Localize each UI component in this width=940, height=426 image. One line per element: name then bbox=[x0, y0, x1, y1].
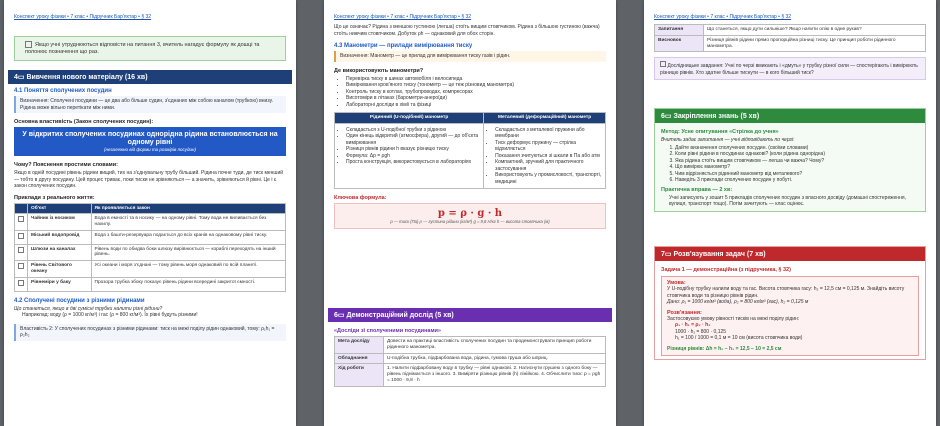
property-heading: Основна властивість (Закон сполучених посудин): bbox=[14, 119, 154, 125]
table-cell: Рівень Світового океану bbox=[28, 261, 92, 278]
section-title: 4▭ Вивчення нового матеріалу (16 хв) bbox=[8, 70, 292, 84]
uses-list bbox=[334, 76, 606, 109]
solution-step: ρ₁ · h₁ = ρ₂ · h₂ bbox=[675, 322, 711, 328]
table-cell: Різниця рівнів рідини прямо пропорційна різниці тиску. Це принцип роботи рідинного манометра. bbox=[704, 35, 926, 52]
page-3 bbox=[644, 0, 936, 426]
list-item: 6. Наведіть 3 приклади сполучених посудин у побуті. bbox=[675, 177, 919, 184]
table-cell: 1. Налити підфарбовану воду в трубку — рівні однакові. 2. Натиснути грушею з одного боку — рівень піднімається з іншого. 3. Виміряти різницю рівнів (h) лінійкою. 4. Обчислити тиск: p = ρgh = 1000 · 9,8 · h bbox=[384, 364, 606, 386]
note-text: Якщо учні утруднюються відповісти на питання 3, вчитель нагадує формулу як дошці та полонює позначення що раз. bbox=[25, 41, 260, 55]
practice-text: Учні записують у зошит 5 прикладів сполучених посудин з власного досвіду (домашні спостереження, вулиця, транспорт тощо). Потім зачитують — клас оцінює. bbox=[669, 194, 906, 207]
checkbox-icon[interactable] bbox=[660, 61, 666, 67]
column-header: Об'єкт bbox=[28, 203, 92, 214]
table-cell: Хід роботи bbox=[335, 364, 384, 386]
law-subtitle: (незалежно від форми та розмірів посудин) bbox=[104, 147, 196, 152]
table-cell: Рівень води по обидва боки шлюзу вирівнюється — кораблі переходять на інший рівень. bbox=[91, 244, 285, 261]
practice-heading: Практична вправа — 2 хв: bbox=[661, 186, 733, 193]
list-item: 1. Дайте визначення сполучених посудин. (своїми словами) bbox=[675, 145, 919, 152]
table-cell: Висновок bbox=[655, 35, 704, 52]
list-item: 3. Яка рідина стоїть вищим стовпчиком — легша чи важча? Чому? bbox=[675, 158, 919, 165]
table-row bbox=[15, 261, 286, 278]
table-row bbox=[335, 353, 606, 364]
checkbox-icon[interactable] bbox=[18, 263, 24, 269]
table-cell: Запитання bbox=[655, 25, 704, 36]
checkbox-icon[interactable] bbox=[18, 280, 24, 286]
answer-text: Різниця рівнів: Δh = h₂ − h₁ = 12,5 − 10 = 2,5 см bbox=[667, 345, 782, 352]
column-header: Металевий (деформаційний) манометр bbox=[484, 113, 606, 124]
list-item: • Використовують у промисловості, транспорті, медицині bbox=[495, 172, 602, 185]
qa-table bbox=[654, 24, 926, 52]
task-title: Задача 1 — демонстраційна (з підручника, § 32) bbox=[661, 267, 791, 273]
subsection-title: 4.1 Поняття сполучених посудин bbox=[14, 88, 112, 94]
definition: Визначення: Манометр — це прилад для вимірювання тиску газів і рідин. bbox=[334, 51, 606, 62]
table-cell: Вода з башти-резервуара подається до всіх кранів на однаковому рівні тиску. bbox=[91, 230, 285, 244]
solution-text: Застосовуємо умову рівності тисків на межі поділу рідин: bbox=[667, 315, 800, 322]
list-item: • Показання зчитуються зі шкали в Па або атм bbox=[495, 153, 602, 160]
formula: p = ρ · g · h bbox=[437, 208, 503, 220]
law-box bbox=[14, 127, 286, 156]
list-item: • Перевірка тиску в шинах автомобіля і велосипеда bbox=[346, 76, 606, 83]
table-cell: Рівнеміри у баку bbox=[28, 277, 92, 291]
condition-heading: Умова: bbox=[667, 280, 686, 286]
checkbox-icon[interactable] bbox=[18, 233, 24, 239]
subsection-title: 4.3 Манометри — прилади вимірювання тиску bbox=[334, 43, 473, 49]
checkbox-icon bbox=[25, 41, 32, 48]
list-item: • Складається з U-подібної трубки з рідиною bbox=[346, 127, 480, 134]
intro-text: Що це означає? Рідина з меншою густиною (легша) стоїть вищим стовпчиком. Рідина з більшою густиною (важча) стоїть нижчим стовпчиком. Добуток ρh — однаковий для обох сторін. bbox=[334, 24, 600, 37]
solution-step: h₁ = 100 / 1000 = 0,1 м = 10 см (висота стовпчика води) bbox=[675, 335, 803, 341]
column-header: Як проявляється закон bbox=[91, 203, 285, 214]
table-cell: U-подібна трубка, підфарбована вода, рідина, гумова груша або шприц. bbox=[384, 353, 606, 364]
law-title: У відкритих сполучених посудинах однорідна рідина встановлюється на одному рівні bbox=[22, 131, 278, 146]
list-item: • Лабораторні досліди в хімії та фізиці bbox=[346, 102, 606, 109]
table-row bbox=[15, 230, 286, 244]
list-item: • Один кінець відкритий (атмосфера), другий — до об'єкта вимірювання bbox=[346, 133, 480, 146]
list-item: 4. Що вимірює манометр? bbox=[675, 164, 919, 171]
table-cell: Шлюзи на каналах bbox=[28, 244, 92, 261]
list-item: • Складається з металевої пружини або мембрани bbox=[495, 127, 602, 140]
research-text: Дослідницьке завдання: Учні по черзі вмикають і «дмуть» у трубку різної сили — спостерігають і вимірюють різницю рівнів. Хто здатне більше тиснути — в кого більший тиск? bbox=[660, 63, 918, 76]
examples-heading: Приклади з реального життя: bbox=[14, 194, 95, 201]
table-row bbox=[335, 337, 606, 354]
table-row bbox=[15, 277, 286, 291]
examples-table bbox=[14, 203, 286, 292]
table-row bbox=[655, 25, 926, 36]
demo-title: «Досліди зі сполученими посудинами» bbox=[334, 328, 441, 334]
list-item: • Контроль тиску в котлах, трубопроводах, компресорах bbox=[346, 89, 606, 96]
table-row bbox=[655, 35, 926, 52]
list-item: • Проста конструкція, використовується в лабораторіях bbox=[346, 159, 480, 166]
table-cell: Довести на практиці властивість сполучених посудин та продемонструвати принцип роботи рідинного манометра. bbox=[384, 337, 606, 354]
definition: Визначення: Сполучені посудини — це два або більше судин, з'єднаних між собою каналом (трубкою) внизу. Рідина може вільно перетікати між ними. bbox=[14, 96, 286, 113]
column-header: Рідинний (U-подібний) манометр bbox=[335, 113, 484, 124]
why-text: Якщо в одній посудині рівень рідини вищий, тих на з'єднувальну трубу більший. Рідина почне туди, де тиск менший — тобто в другу посудину. Цей процес триває, поки тиски не зрівняються — а значить, зрівняються й рівні. Це і є закон сполучених посудин. bbox=[14, 170, 284, 189]
table-cell: Чайник із носиком bbox=[28, 214, 92, 231]
key-formula-heading: Ключова формула: bbox=[334, 195, 387, 202]
teacher-note bbox=[14, 36, 286, 61]
page-1 bbox=[4, 0, 296, 426]
checkbox-icon[interactable] bbox=[18, 247, 24, 253]
question-text: Що станеться, якщо в дві сумісні трубки налити різні рідини? bbox=[14, 305, 163, 312]
section-title: 6▭ Закріплення знань (5 хв) bbox=[655, 109, 925, 123]
example-text: Наприклад: воду (ρ = 1000 кг/м³) і гас (ρ = 800 кг/м³). Їх рівні будуть різними! bbox=[22, 312, 198, 319]
formula-caption: p — тиск (Па) ρ — густина рідини (кг/м³) g = 9,8 Н/кг h — висота стовпчика (м) bbox=[390, 219, 550, 225]
list-item: 2. Коли рівні рідини в посудинах однакові? (коли рідина однорідна) bbox=[675, 151, 919, 158]
table-cell: Що станеться, якщо дути сильніше? Якщо налити олію в одне рукав? bbox=[704, 25, 926, 36]
table-cell: Мета досліду bbox=[335, 337, 384, 354]
table-cell: Прозора трубка збоку показує рівень рідини всередині закритої ємності. bbox=[91, 277, 285, 291]
method-subtitle: Вчитель задає запитання — учні відповідають по черзі: bbox=[661, 137, 795, 143]
why-heading: Чому? Пояснення простими словами: bbox=[14, 162, 118, 168]
table-cell: Міський водопровід bbox=[28, 230, 92, 244]
breadcrumb[interactable]: Конспект уроку фізики • 7 клас • Підручник Бар'яхтар • § 32 bbox=[14, 14, 152, 20]
condition-text: У U-подібну трубку налили воду та гас. Висота стовпчика гасу: h₂ = 12,5 см = 0,125 м. Знайдіть висоту стовпчика води та різницю рівнів рідин. bbox=[667, 286, 905, 299]
task-box bbox=[661, 276, 919, 356]
page-2 bbox=[324, 0, 616, 426]
subsection-title: 4.2 Сполучені посудини з різними рідинами bbox=[14, 297, 145, 304]
method-title: Метод: Усне опитування «Стрілка до учня» bbox=[661, 129, 779, 135]
list-item: • Вимірювання кров'яного тиску (тонометр — це теж різновид манометра) bbox=[346, 82, 606, 89]
given-text: Дано: ρ₁ = 1000 кг/м³ (вода), ρ₂ = 800 кг/м³ (гас), h₂ = 0,125 м bbox=[667, 299, 809, 305]
list-item: 5. Чим відрізняється рідинний манометр від металевого? bbox=[675, 171, 919, 178]
list-item: • Тиск деформує пружину — стрілка відхиляється bbox=[495, 140, 602, 153]
demo-table bbox=[334, 336, 606, 387]
uses-heading: Де використовують манометри? bbox=[334, 67, 424, 74]
questions-list bbox=[661, 145, 919, 184]
table-row bbox=[335, 123, 606, 189]
formula-box bbox=[334, 203, 606, 229]
table-cell: Усі океани і моря з'єднані — тому рівень моря однаковий по всій планеті. bbox=[91, 261, 285, 278]
property-2: Властивість 2: У сполучених посудинах з різними рідинами: тиск на межі поділу рідин однаковий, тому: ρ₁h₁ = ρ₂h₂ bbox=[14, 324, 286, 341]
solution-step: 1000 · h₁ = 800 · 0,125 bbox=[675, 328, 727, 335]
checkbox-icon[interactable] bbox=[18, 216, 24, 222]
table-row bbox=[15, 214, 286, 231]
section-title: 6▭ Демонстраційний дослід (5 хв) bbox=[328, 308, 612, 322]
table-row bbox=[335, 364, 606, 386]
table-cell: Обладнання bbox=[335, 353, 384, 364]
breadcrumb[interactable]: Конспект уроку фізики • 7 клас • Підручник Бар'яхтар • § 32 bbox=[654, 14, 792, 20]
manometer-table bbox=[334, 112, 606, 189]
table-row bbox=[15, 244, 286, 261]
list-item: • Різниця рівнів рідини h вказує різницю тиску bbox=[346, 146, 480, 153]
research-task bbox=[654, 57, 926, 80]
table-cell: Вода в емності та в носику — на одному рівні. Тому вода не виливається без нахилу. bbox=[91, 214, 285, 231]
list-item: • Формула: Δp = ρgh bbox=[346, 153, 480, 160]
solution-heading: Розв'язання: bbox=[667, 309, 702, 316]
breadcrumb[interactable]: Конспект уроку фізики • 7 клас • Підручник Бар'яхтар • § 32 bbox=[334, 14, 472, 20]
section-title: 7▭ Розв'язування задач (7 хв) bbox=[655, 247, 925, 261]
list-item: • Висотоміри в літаках (барометри-анероїди) bbox=[346, 95, 606, 102]
list-item: • Компактний, зручний для практичного застосування bbox=[495, 159, 602, 172]
